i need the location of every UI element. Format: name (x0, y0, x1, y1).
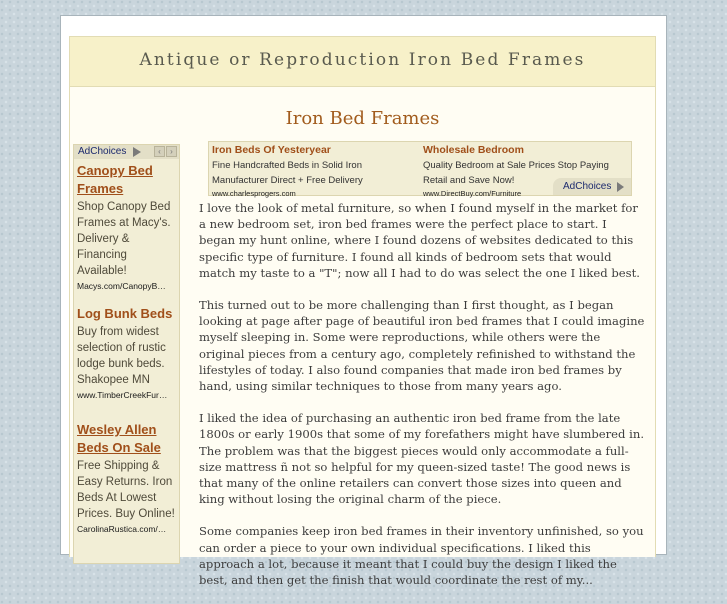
top-ad-title[interactable]: Iron Beds Of Yesteryear (212, 144, 331, 156)
ad-prev-icon[interactable]: ‹ (154, 146, 165, 157)
site-title[interactable]: Antique or Reproduction Iron Bed Frames (139, 50, 586, 70)
sidebar-ad[interactable] (77, 305, 179, 401)
sidebar-ad-body[interactable]: Shop Canopy Bed Frames at Macy's. Delivery & Financing Available! (77, 201, 171, 277)
top-ad-body[interactable]: Fine Handcrafted Beds in Solid Iron Manufacturer Direct + Free Delivery (212, 160, 363, 186)
article-paragraph: I love the look of metal furniture, so when I found myself in the market for a new bedroom set, iron bed frames were the perfect place to start. I began my hunt online, where I found dozens of websites dedicated to this specific type of furniture. I found all kinds of bedroom sets that would match my taste to a "T"; now all I had to do was select the one I liked best. (199, 201, 640, 280)
top-ad-block (208, 141, 632, 196)
sidebar-ad-title[interactable]: Wesley Allen Beds On Sale (77, 422, 161, 455)
sidebar-ad-body[interactable]: Buy from widest selection of rustic lodge bunk beds. Shakopee MN (77, 326, 166, 386)
sidebar-ad-url[interactable]: www.TimberCreekFur… (77, 390, 168, 400)
article-paragraph: I liked the idea of purchasing an authentic iron bed frame from the late 1800s or early 1900s that some of my forefathers might have slumbered in. The problem was that the biggest pieces would only accommodate a full-size mattress ñ not so helpful for my queen-sized taste! The good news is that many of the online retailers can convert those sizes into queen and king without losing the original charm of the piece. (199, 411, 645, 507)
sidebar-ad-title[interactable]: Log Bunk Beds (77, 306, 173, 321)
adchoices-label[interactable]: AdChoices (78, 146, 127, 157)
sidebar-ad[interactable] (77, 421, 179, 535)
sidebar-ad-url[interactable]: Macys.com/CanopyB… (77, 281, 166, 291)
adchoices-label[interactable]: AdChoices (563, 181, 612, 192)
top-ad-title[interactable]: Wholesale Bedroom (423, 144, 524, 156)
top-ad[interactable] (212, 143, 420, 200)
sidebar-ad-body[interactable]: Free Shipping & Easy Returns. Iron Beds At Lowest Prices. Buy Online! (77, 460, 175, 520)
adchoices-icon[interactable] (133, 147, 141, 157)
adchoices-badge[interactable] (553, 178, 631, 195)
sidebar-ad[interactable] (77, 162, 179, 292)
sidebar-ad-title[interactable]: Canopy Bed Frames (77, 163, 153, 196)
sidebar-ad-block (73, 144, 180, 564)
article-body (199, 200, 645, 604)
top-ad-url[interactable]: www.charlesprogers.com (212, 189, 296, 198)
adchoices-bar[interactable] (74, 145, 179, 159)
adchoices-icon[interactable] (617, 182, 624, 192)
top-ad-url[interactable]: www.DirectBuy.com/Furniture (423, 189, 522, 198)
sidebar-ad-url[interactable]: CarolinaRustica.com/… (77, 524, 167, 534)
site-header (69, 36, 656, 87)
page-title: Iron Bed Frames (285, 108, 440, 129)
page-container (60, 15, 667, 588)
content-area (69, 87, 656, 588)
article-paragraph: Some companies keep iron bed frames in their inventory unfinished, so you can order a piece to your own individual specifications. I liked this approach a lot, because it meant that I could buy the design I liked the best, and then get the finish that would coordinate the rest of my... (199, 524, 644, 588)
top-ad-body[interactable]: Quality Bedroom at Sale Prices Stop Paying Retail and Save Now! (423, 160, 609, 186)
ad-next-icon[interactable]: › (166, 146, 177, 157)
article-paragraph: This turned out to be more challenging than I first thought, as I began looking at page after page of beautiful iron bed frames that I could imagine myself sleeping in. Some were reproductions, while others were the original pieces from a century ago, completely refinished to withstand the lifestyles of today. I also found companies that made iron bed frames by hand, using similar techniques to those from many years ago. (199, 298, 645, 394)
